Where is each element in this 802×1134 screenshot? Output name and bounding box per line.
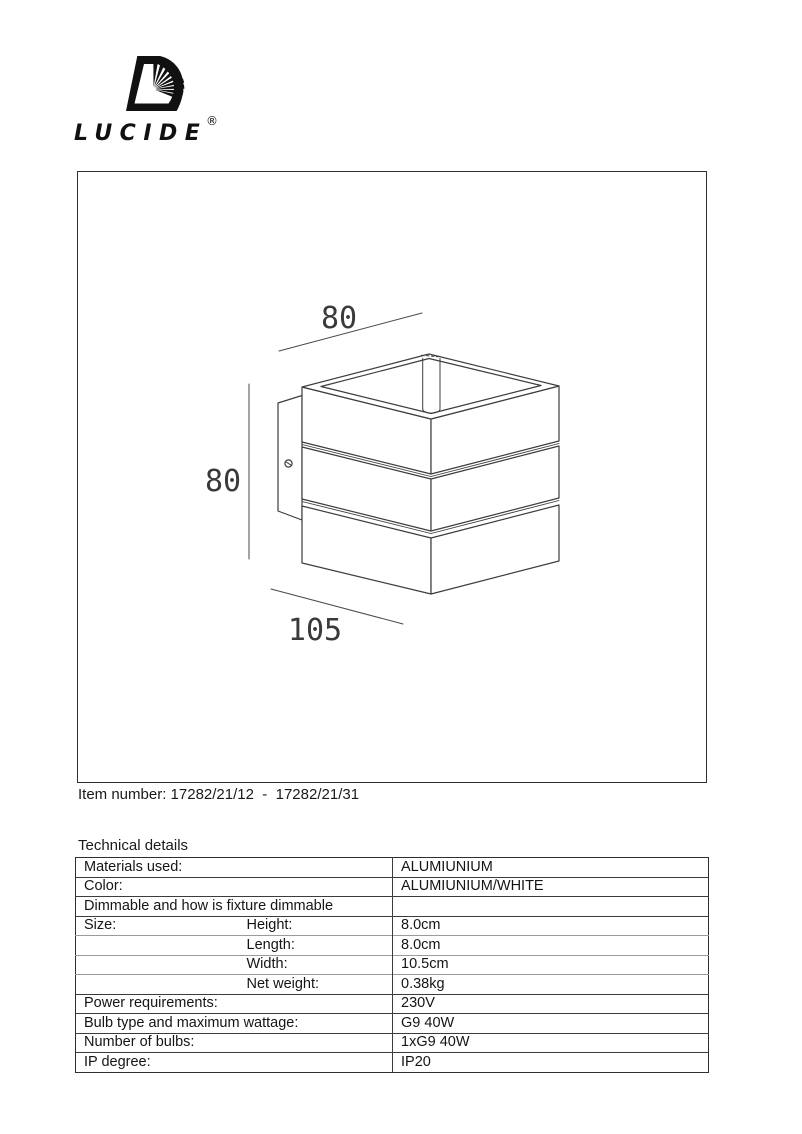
spec-label-cell: Number of bulbs: (76, 1033, 393, 1053)
spec-label-cell (76, 936, 239, 956)
wall-lamp-drawing (78, 172, 706, 782)
spec-sublabel-cell: Width: (239, 955, 393, 975)
logo-wordmark: LUCIDE (74, 121, 208, 146)
table-row (76, 858, 709, 878)
item-number-label: Item number: (78, 786, 167, 803)
technical-drawing-frame (77, 171, 707, 783)
table-row (76, 955, 709, 975)
spec-value-cell: G9 40W (393, 1014, 709, 1034)
spec-sublabel-cell: Net weight: (239, 975, 393, 995)
table-row (76, 1014, 709, 1034)
technical-details-heading: Technical details (78, 837, 189, 854)
table-row (76, 1053, 709, 1073)
technical-details-table (75, 857, 709, 1073)
spec-value-cell: IP20 (393, 1053, 709, 1073)
spec-value-cell: 0.38kg (393, 975, 709, 995)
wall-mount-plate (278, 396, 302, 521)
spec-label-cell: Materials used: (84, 858, 183, 875)
spec-label-cell: Dimmable and how is fixture dimmable (76, 897, 393, 917)
spec-label-cell (76, 955, 239, 975)
spec-label-cell: IP degree: (76, 1053, 393, 1073)
spec-label-cell (76, 975, 239, 995)
spec-value-cell: 8.0cm (393, 936, 709, 956)
spec-sublabel-cell: Height: (239, 916, 393, 936)
dimension-bottom-value: 105 (287, 613, 343, 648)
table-row (76, 975, 709, 995)
item-number-codes: 17282/21/12 - 17282/21/31 (170, 786, 360, 803)
table-row (76, 916, 709, 936)
spec-label-cell: Bulb type and maximum wattage: (76, 1014, 393, 1034)
spec-value-cell: ALUMIUNIUM (393, 858, 709, 878)
lucide-sunburst-logo-icon (75, 48, 225, 123)
spec-label-cell: Color: (76, 877, 393, 897)
table-row (76, 1033, 709, 1053)
dimension-left-value: 80 (204, 464, 242, 499)
registered-trademark-symbol: ® (206, 114, 218, 128)
table-row (76, 936, 709, 956)
spec-value-cell: 10.5cm (393, 955, 709, 975)
table-row (76, 877, 709, 897)
dimension-top-value: 80 (320, 301, 358, 336)
spec-label-cell: Power requirements: (76, 994, 393, 1014)
spec-value-cell: ALUMIUNIUM/WHITE (393, 877, 709, 897)
spec-sublabel-cell: Length: (239, 936, 393, 956)
spec-value-cell (393, 897, 709, 917)
spec-value-cell: 230V (393, 994, 709, 1014)
item-number-line (78, 786, 359, 803)
table-row (76, 897, 709, 917)
spec-value-cell: 8.0cm (393, 916, 709, 936)
spec-value-cell: 1xG9 40W (393, 1033, 709, 1053)
table-row (76, 994, 709, 1014)
spec-label-cell: Size: (76, 916, 239, 936)
